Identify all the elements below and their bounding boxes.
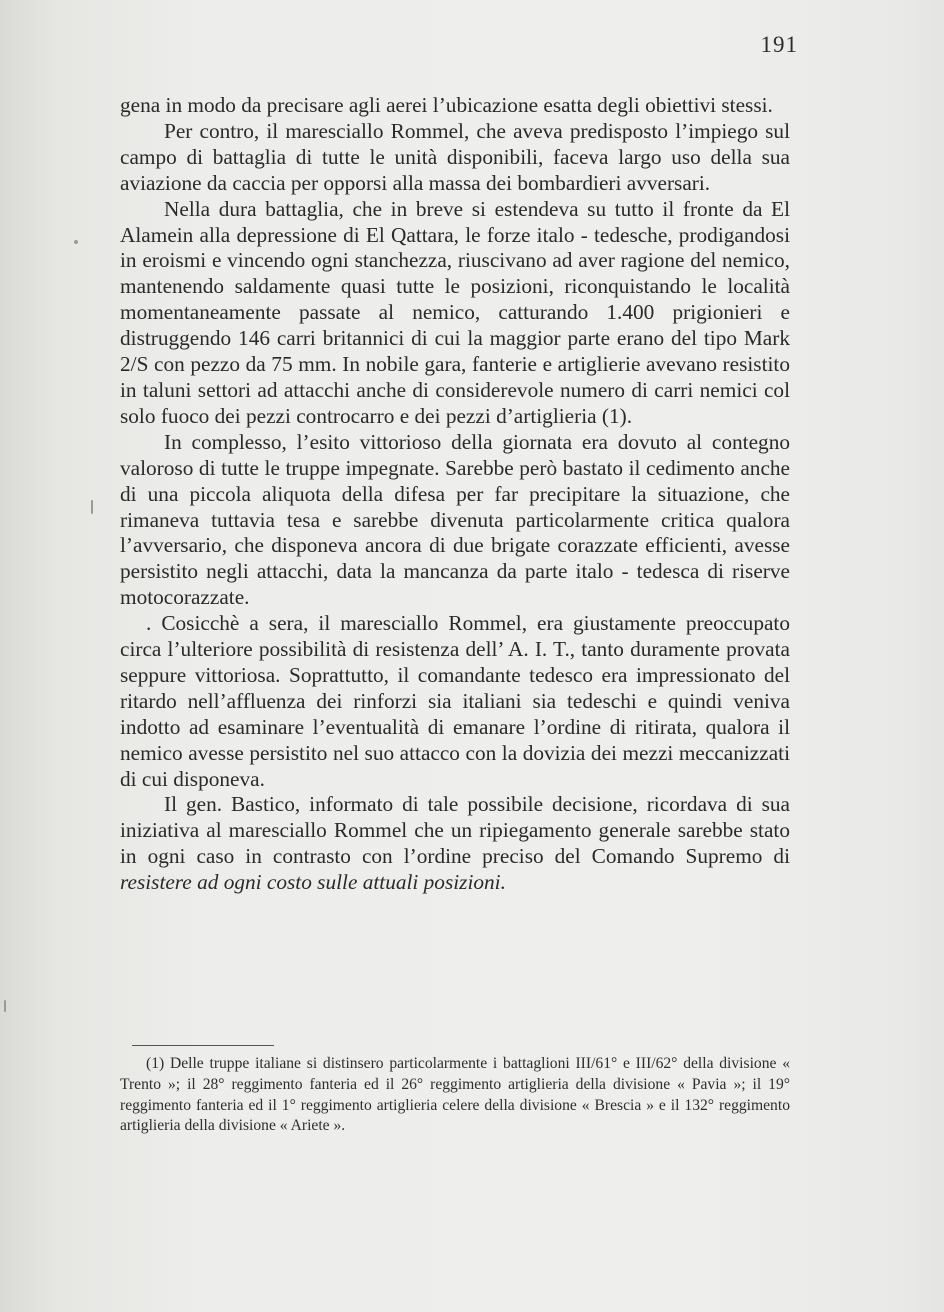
paragraph-battle: Nella dura battaglia, che in breve si estendeva su tutto il fronte da El Alamein alla depressione di El Qattara, le forze italo - tedesche, prodigandosi in eroismi e vincendo ogni stanchezza, riuscivano ad aver ragione del nemico, mantenendo saldamente quasi tutte le posizioni, riconquistando le località momentaneamente passate al nemico, catturando 1.400 prigionieri e distruggendo 146 carri britannici di cui la maggior parte erano del tipo Mark 2/S con pezzo da 75 mm. In nobile gara, fanterie e artiglierie avevano resistito in taluni settori ad attacchi anche di considerevole numero di carri nemici col solo fuoco dei pezzi controcarro e dei pezzi d’artiglieria (1). [120,196,790,428]
page-speck [74,240,78,244]
paragraph-bastico [120,792,790,896]
body-text [120,93,790,896]
footnote: (1) Delle truppe italiane si distinsero particolarmente i battaglioni III/61° e III/62° della divisione « Trento »; il 28° reggimento fanteria ed il 26° reggimento artiglieria della divisione « Pavia »; il 19° reggimento fanteria ed il 1° reggimento artiglieria celere della divisione « Brescia » e il 132° reggimento artiglieria della divisione « Ariete ». [120,1055,790,1135]
footnote-divider [132,1045,274,1046]
page-speck [4,1000,6,1012]
emphasized-order: resistere ad ogni costo sulle attuali posizioni. [120,870,506,895]
paragraph-bastico-text: Il gen. Bastico, informato di tale possibile decisione, ricordava di sua iniziativa al maresciallo Rommel che un ripiegamento generale sarebbe stato in ogni caso in contrasto con l’ordine preciso del Comando Supremo di [120,792,790,869]
page-number: 191 [760,32,798,57]
paragraph-outcome: In complesso, l’esito vittorioso della giornata era dovuto al contegno valoroso di tutte le truppe impegnate. Sarebbe però bastato il cedimento anche di una piccola aliquota della difesa per far precipitare la situazione, che rimaneva tuttavia tesa e sarebbe divenuta particolarmente critica qualora l’avversario, che disponeva ancora di due brigate corazzate efficienti, avesse persistito negli attacchi, data la mancanza da parte italo - tedesca di riserve motocorazzate. [120,429,790,610]
paragraph-rommel-aviation: Per contro, il maresciallo Rommel, che aveva predisposto l’impiego sul campo di battaglia di tutte le unità disponibili, faceva largo uso della sua aviazione da caccia per opporsi alla massa dei bombardieri avversari. [120,118,790,195]
paragraph-rommel-concern: . Cosicchè a sera, il maresciallo Rommel, era giustamente preoccupato circa l’ulteriore possibilità di resistenza dell’ A. I. T., tanto duramente provata seppure vittoriosa. Soprattutto, il comandante tedesco era impressionato del ritardo nell’affluenza dei rinforzi sia italiani sia tedeschi e quindi veniva indotto ad esaminare l’eventualità di emanare l’ordine di ritirata, qualora il nemico avesse persistito nel suo attacco con la dovizia dei mezzi meccanizzati di cui disponeva. [120,611,790,791]
page-speck [91,500,93,514]
paragraph-continuation: gena in modo da precisare agli aerei l’ubicazione esatta degli obiettivi stessi. [120,93,773,117]
